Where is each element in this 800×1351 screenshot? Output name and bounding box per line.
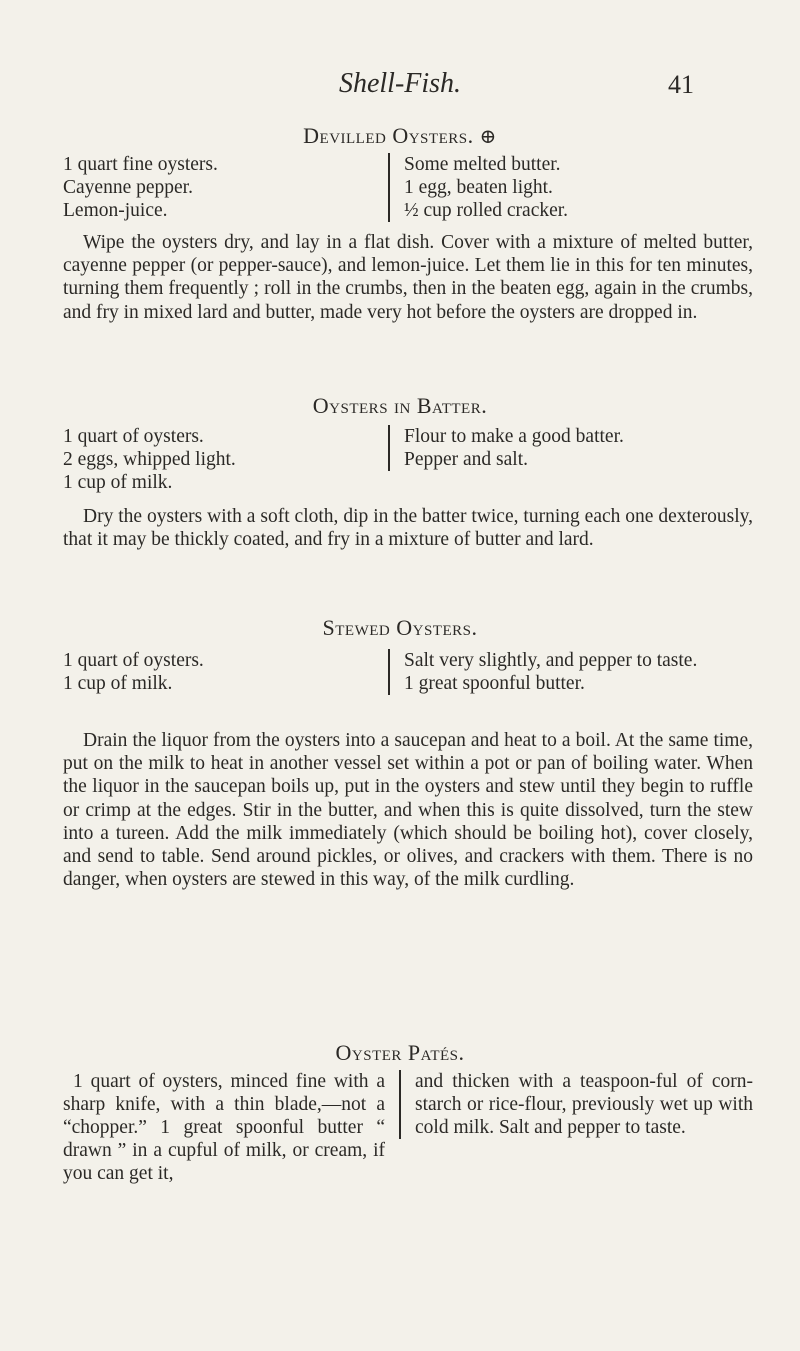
ingredients-left-column xyxy=(63,153,363,222)
recipe-title xyxy=(0,393,800,419)
page-header xyxy=(0,68,800,108)
recipe-title-text: Stewed Oysters. xyxy=(322,615,478,640)
ingredient: 1 cup of milk. xyxy=(63,472,173,493)
ingredient: and thicken with a teaspoon-ful of corn-starch or rice-flour, previously wet up with cold milk. Salt and pepper to taste. xyxy=(415,1071,753,1138)
ingredients-right-column xyxy=(388,153,769,222)
ingredient: Lemon-juice. xyxy=(63,200,168,221)
ingredient: 1 quart fine oysters. xyxy=(63,154,218,175)
cross-mark-icon: ⊕ xyxy=(479,126,497,148)
recipe-title xyxy=(0,615,800,641)
ingredients-list xyxy=(63,649,753,721)
ingredient: 1 quart of oysters, minced fine with a sharp knife, with a thin blade,—not a “chopper.” 1 great spoonful butter “ drawn ” in a cupful of milk, or cream, if you can get it, xyxy=(63,1071,385,1184)
ingredients-list xyxy=(63,1070,753,1220)
ingredient: 1 egg, beaten light. xyxy=(404,177,553,198)
ingredients-right-column xyxy=(388,425,769,471)
recipe-method: Dry the oysters with a soft cloth, dip in the batter twice, turning each one dexterously, that it may be thickly coated, and fry in a mixture of butter and lard. xyxy=(63,506,753,551)
ingredient: 1 cup of milk. xyxy=(63,673,173,694)
ingredients-right-column xyxy=(399,1070,753,1139)
page-number: 41 xyxy=(668,70,694,99)
ingredient: ½ cup rolled cracker. xyxy=(404,200,569,221)
recipe-method: Wipe the oysters dry, and lay in a flat dish. Cover with a mixture of melted butter, cayenne pepper (or pepper-sauce), and lemon-juice. Let them lie in this for ten minutes, turning them frequently ; roll in the crumbs, then in the beaten egg, again in the crumbs, and fry in mixed lard and butter, made very hot before the oysters are dropped in. xyxy=(63,232,753,323)
recipe-title-text: Devilled Oysters. xyxy=(303,123,474,148)
ingredients-list xyxy=(63,153,753,225)
ingredient: 1 quart of oysters. xyxy=(63,426,204,447)
ingredient: 1 great spoonful butter. xyxy=(404,673,585,694)
ingredient: Flour to make a good batter. xyxy=(404,426,624,447)
ingredients-right-column xyxy=(388,649,769,695)
recipe-method: Drain the liquor from the oysters into a saucepan and heat to a boil. At the same time, put on the milk to heat in another vessel set within a pot or pan of boiling water. When the liquor in the saucepan boils up, put in the oysters and stew until they begin to ruffle or crimp at the edges. Stir in the butter, and when this is quite dissolved, turn the stew into a tureen. Add the milk immediately (which should be boiling hot), cover closely, and send to table. Send around pickles, or olives, and crackers with them. There is no danger, when oysters are stewed in this way, of the milk curdling. xyxy=(63,730,753,891)
ingredient: Cayenne pepper. xyxy=(63,177,193,198)
ingredient: Pepper and salt. xyxy=(404,449,529,470)
ingredients-left-column xyxy=(63,649,363,695)
recipe-title-text: Oysters in Batter. xyxy=(312,393,488,418)
ingredients-left-column xyxy=(63,1070,385,1185)
running-title: Shell-Fish. xyxy=(338,68,462,99)
ingredient: 2 eggs, whipped light. xyxy=(63,449,236,470)
ingredients-left-column xyxy=(63,425,363,494)
recipe-title-text: Oyster Patés. xyxy=(335,1040,465,1065)
ingredient: Some melted butter. xyxy=(404,154,561,175)
recipe-title xyxy=(0,123,800,149)
recipe-title xyxy=(0,1040,800,1066)
ingredients-list xyxy=(63,425,753,497)
ingredient: Salt very slightly, and pepper to taste. xyxy=(404,650,698,671)
ingredient: 1 quart of oysters. xyxy=(63,650,204,671)
